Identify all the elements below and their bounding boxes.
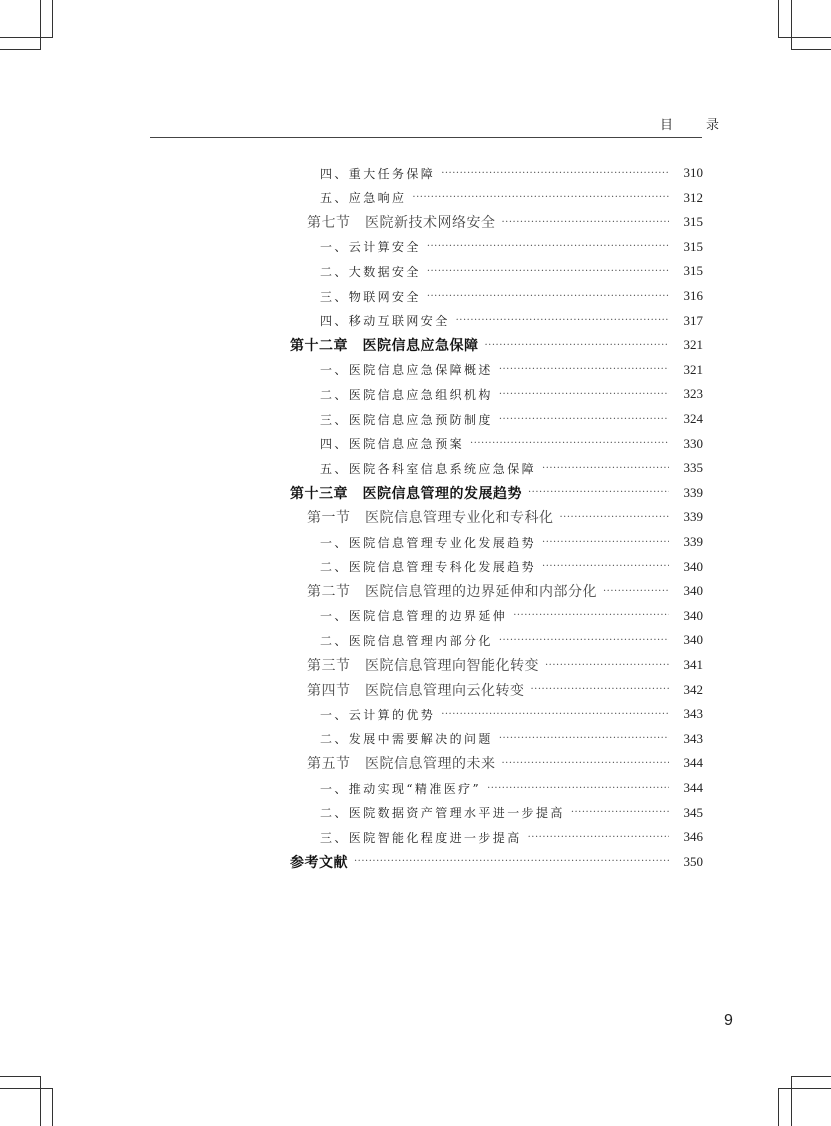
dot-leader bbox=[502, 758, 670, 769]
dot-leader bbox=[427, 291, 669, 302]
toc-entry-title: 二、医院数据资产管理水平进一步提高 bbox=[320, 806, 565, 821]
dot-leader bbox=[354, 856, 669, 867]
toc-entry-item[interactable] bbox=[0, 532, 831, 552]
toc-entry-page: 316 bbox=[683, 288, 703, 303]
toc-entry-title: 三、医院智能化程度进一步提高 bbox=[320, 830, 522, 845]
toc-entry-page: 312 bbox=[683, 189, 703, 205]
toc-entry-item[interactable] bbox=[0, 704, 831, 724]
toc-entry-section[interactable] bbox=[0, 680, 831, 700]
header-rule bbox=[150, 137, 702, 138]
crop-mark bbox=[52, 1088, 53, 1126]
toc-entry-title: 二、医院信息管理内部分化 bbox=[320, 633, 493, 648]
dot-leader bbox=[545, 660, 669, 671]
toc-entry-title: 三、物联网安全 bbox=[320, 289, 421, 304]
crop-mark bbox=[791, 1076, 831, 1077]
dot-leader bbox=[531, 684, 670, 695]
page-number: 9 bbox=[724, 1012, 733, 1029]
toc-entry-title: 一、云计算安全 bbox=[320, 240, 421, 255]
toc-entry-page: 335 bbox=[683, 460, 703, 476]
toc-entry-title: 参考文献 bbox=[290, 854, 348, 871]
toc-entry-item[interactable] bbox=[0, 261, 831, 281]
toc-entry-page: 323 bbox=[683, 386, 703, 402]
toc-entry-page: 345 bbox=[683, 804, 703, 820]
toc-entry-page: 343 bbox=[683, 730, 703, 746]
toc-entry-page: 344 bbox=[683, 755, 703, 771]
toc-entry-chapter[interactable] bbox=[0, 852, 831, 872]
toc-entry-item[interactable] bbox=[0, 458, 831, 478]
dot-leader bbox=[499, 733, 669, 744]
toc-entry-item[interactable] bbox=[0, 778, 831, 798]
toc-entry-page: 315 bbox=[683, 238, 703, 254]
crop-mark bbox=[0, 37, 53, 38]
dot-leader bbox=[560, 512, 670, 523]
crop-mark bbox=[0, 1076, 40, 1077]
toc-entry-title: 一、医院信息管理的边界延伸 bbox=[320, 609, 508, 624]
dot-leader bbox=[456, 315, 669, 326]
toc-entry-title: 三、医院信息应急预防制度 bbox=[320, 412, 493, 427]
running-head: 目 录 bbox=[660, 118, 730, 133]
toc-entry-title: 第二节 医院信息管理的边界延伸和内部分化 bbox=[307, 585, 597, 601]
toc-entry-page: 340 bbox=[683, 558, 703, 574]
dot-leader bbox=[542, 537, 669, 548]
crop-mark bbox=[791, 49, 831, 50]
toc-entry-page: 321 bbox=[683, 361, 703, 377]
dot-leader bbox=[441, 709, 669, 720]
toc-entry-page: 315 bbox=[683, 214, 703, 230]
dot-leader bbox=[528, 487, 669, 498]
dot-leader bbox=[542, 561, 669, 572]
toc-entry-page: 324 bbox=[683, 411, 703, 426]
toc-entry-title: 五、医院各科室信息系统应急保障 bbox=[320, 461, 537, 476]
toc-entry-page: 341 bbox=[683, 657, 703, 672]
toc-entry-title: 二、医院信息管理专科化发展趋势 bbox=[320, 560, 537, 575]
toc-entry-title: 五、应急响应 bbox=[320, 191, 407, 206]
crop-mark bbox=[0, 1088, 53, 1089]
toc-entry-item[interactable] bbox=[0, 360, 831, 380]
dot-leader bbox=[487, 783, 669, 794]
toc-entry-title: 二、发展中需要解决的问题 bbox=[320, 732, 493, 747]
toc-entry-page: 317 bbox=[683, 312, 703, 328]
crop-mark bbox=[791, 0, 792, 50]
dot-leader bbox=[427, 266, 669, 277]
toc-entry-page: 340 bbox=[683, 632, 703, 648]
toc-entry-section[interactable] bbox=[0, 507, 831, 527]
toc-entry-page: 340 bbox=[683, 583, 703, 599]
dot-leader bbox=[502, 217, 670, 228]
dot-leader bbox=[499, 414, 669, 425]
toc-entry-section[interactable] bbox=[0, 212, 831, 232]
dot-leader bbox=[470, 438, 669, 449]
toc-entry-page: 342 bbox=[683, 681, 703, 697]
toc-entry-title: 一、推动实现“精准医疗” bbox=[320, 781, 482, 796]
dot-leader bbox=[571, 807, 669, 818]
dot-leader bbox=[499, 389, 669, 400]
toc-entry-title: 第三节 医院信息管理向智能化转变 bbox=[307, 659, 539, 674]
toc-entry-page: 315 bbox=[683, 263, 703, 279]
toc-entry-title: 四、移动互联网安全 bbox=[320, 314, 450, 329]
toc-entry-page: 339 bbox=[683, 534, 703, 549]
toc-entry-title: 二、医院信息应急组织机构 bbox=[320, 387, 493, 402]
crop-mark bbox=[778, 1088, 779, 1126]
toc-entry-item[interactable] bbox=[0, 409, 831, 429]
toc-entry-page: 350 bbox=[683, 853, 703, 869]
toc-entry-title: 第七节 医院新技术网络安全 bbox=[307, 216, 496, 232]
toc-entry-item[interactable] bbox=[0, 237, 831, 257]
crop-mark bbox=[778, 1088, 831, 1089]
toc-entry-item[interactable] bbox=[0, 163, 831, 183]
toc-entry-page: 343 bbox=[683, 706, 703, 722]
toc-entry-item[interactable] bbox=[0, 384, 831, 404]
toc-entry-page: 344 bbox=[683, 780, 703, 795]
toc-entry-section[interactable] bbox=[0, 655, 831, 675]
toc-entry-item[interactable] bbox=[0, 557, 831, 577]
dot-leader bbox=[412, 192, 669, 203]
dot-leader bbox=[603, 586, 669, 597]
toc-entry-chapter[interactable] bbox=[0, 483, 831, 503]
toc-entry-section[interactable] bbox=[0, 581, 831, 601]
crop-mark bbox=[40, 0, 41, 50]
toc-entry-title: 二、大数据安全 bbox=[320, 264, 421, 279]
toc-entry-page: 339 bbox=[683, 484, 703, 500]
toc-entry-page: 321 bbox=[683, 337, 703, 353]
dot-leader bbox=[499, 364, 669, 375]
toc-entry-page: 340 bbox=[683, 607, 703, 623]
toc-entry-item[interactable] bbox=[0, 729, 831, 749]
toc-entry-page: 346 bbox=[683, 829, 703, 845]
crop-mark bbox=[40, 1076, 41, 1126]
toc-entry-chapter[interactable] bbox=[0, 335, 831, 355]
toc-entry-item[interactable] bbox=[0, 630, 831, 650]
toc-entry-title: 第十二章 医院信息应急保障 bbox=[290, 338, 479, 355]
dot-leader bbox=[499, 635, 669, 646]
toc-entry-title: 一、医院信息应急保障概述 bbox=[320, 363, 493, 378]
dot-leader bbox=[528, 832, 669, 843]
toc-entry-item[interactable] bbox=[0, 827, 831, 847]
toc-entry-page: 330 bbox=[683, 435, 703, 451]
toc-entry-item[interactable] bbox=[0, 188, 831, 208]
toc-entry-title: 第五节 医院信息管理的未来 bbox=[307, 757, 496, 773]
toc-entry-section[interactable] bbox=[0, 753, 831, 773]
toc-entry-item[interactable] bbox=[0, 286, 831, 306]
toc-entry-title: 四、医院信息应急预案 bbox=[320, 437, 465, 452]
toc-entry-title: 第四节 医院信息管理向云化转变 bbox=[307, 683, 525, 699]
crop-mark bbox=[791, 1076, 792, 1126]
toc-entry-title: 四、重大任务保障 bbox=[320, 166, 436, 181]
dot-leader bbox=[427, 241, 669, 252]
dot-leader bbox=[513, 610, 669, 621]
crop-mark bbox=[52, 0, 53, 38]
dot-leader bbox=[485, 340, 670, 351]
toc-entry-item[interactable] bbox=[0, 311, 831, 331]
toc-entry-title: 一、医院信息管理专业化发展趋势 bbox=[320, 535, 537, 550]
crop-mark bbox=[0, 49, 40, 50]
toc-entry-item[interactable] bbox=[0, 434, 831, 454]
toc-entry-item[interactable] bbox=[0, 606, 831, 626]
dot-leader bbox=[441, 168, 669, 179]
toc-entry-page: 310 bbox=[683, 165, 703, 180]
toc-entry-title: 一、云计算的优势 bbox=[320, 707, 436, 722]
toc-entry-title: 第一节 医院信息管理专业化和专科化 bbox=[307, 511, 554, 527]
toc-entry-item[interactable] bbox=[0, 803, 831, 823]
toc-entry-title: 第十三章 医院信息管理的发展趋势 bbox=[290, 485, 522, 502]
crop-mark bbox=[778, 0, 779, 38]
dot-leader bbox=[542, 463, 669, 474]
crop-mark bbox=[778, 37, 831, 38]
toc-entry-page: 339 bbox=[683, 509, 703, 525]
